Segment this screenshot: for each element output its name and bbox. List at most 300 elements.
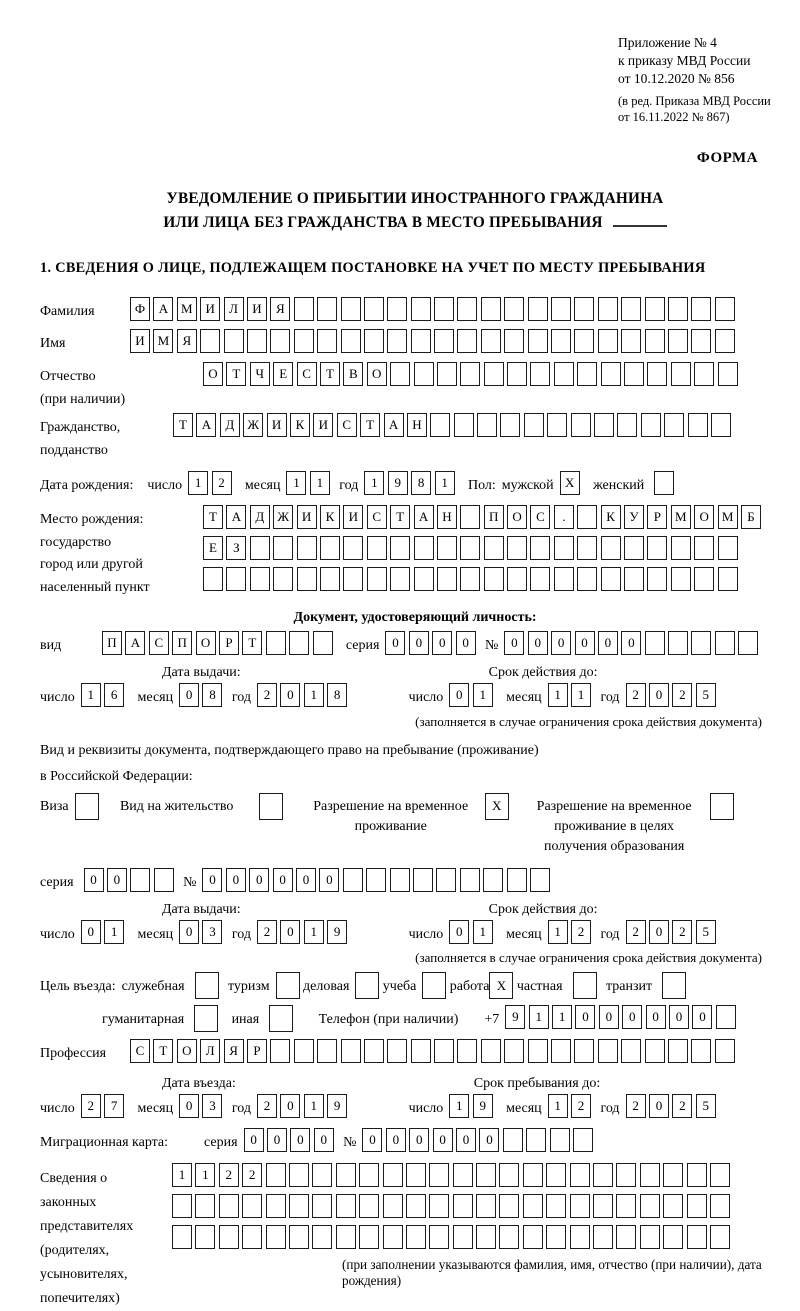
char-box[interactable] <box>336 1225 356 1249</box>
char-box[interactable] <box>624 362 644 386</box>
surname-boxes[interactable] <box>130 297 738 321</box>
char-box[interactable]: 1 <box>188 471 208 495</box>
char-box[interactable]: 2 <box>626 920 646 944</box>
char-box[interactable]: Ф <box>130 297 150 321</box>
char-box[interactable]: Л <box>200 1039 220 1063</box>
char-box[interactable]: 0 <box>249 868 269 892</box>
char-box[interactable] <box>313 631 333 655</box>
char-box[interactable] <box>691 1039 711 1063</box>
char-box[interactable]: А <box>384 413 404 437</box>
stay-until-year-boxes[interactable] <box>626 1094 720 1118</box>
char-box[interactable] <box>266 1194 286 1218</box>
char-box[interactable]: 2 <box>81 1094 101 1118</box>
char-box[interactable]: 0 <box>273 868 293 892</box>
char-box[interactable] <box>711 413 731 437</box>
char-box[interactable] <box>710 1163 730 1187</box>
char-box[interactable]: 0 <box>649 920 669 944</box>
char-box[interactable] <box>577 567 597 591</box>
char-box[interactable] <box>530 362 550 386</box>
stay-until-month-boxes[interactable] <box>548 1094 595 1118</box>
char-box[interactable] <box>434 329 454 353</box>
char-box[interactable]: П <box>484 505 504 529</box>
temp-residence-checkbox[interactable] <box>485 793 512 820</box>
char-box[interactable]: П <box>172 631 192 655</box>
char-box[interactable] <box>172 1194 192 1218</box>
sex-male-checkbox[interactable] <box>560 471 583 495</box>
char-box[interactable] <box>390 362 410 386</box>
char-box[interactable]: Я <box>224 1039 244 1063</box>
char-box[interactable] <box>687 1163 707 1187</box>
char-box[interactable] <box>343 567 363 591</box>
char-box[interactable] <box>195 972 219 999</box>
char-box[interactable]: Ч <box>250 362 270 386</box>
char-box[interactable]: И <box>247 297 267 321</box>
purpose-tourism-checkbox[interactable] <box>276 972 303 999</box>
char-box[interactable] <box>483 868 503 892</box>
char-box[interactable]: Д <box>250 505 270 529</box>
char-box[interactable] <box>476 1225 496 1249</box>
char-box[interactable]: Т <box>320 362 340 386</box>
char-box[interactable]: У <box>624 505 644 529</box>
char-box[interactable]: М <box>671 505 691 529</box>
char-box[interactable] <box>598 1039 618 1063</box>
char-box[interactable] <box>294 329 314 353</box>
char-box[interactable]: 2 <box>242 1163 262 1187</box>
char-box[interactable] <box>574 1039 594 1063</box>
stay-issue-year-boxes[interactable] <box>257 920 351 944</box>
char-box[interactable] <box>647 567 667 591</box>
char-box[interactable] <box>219 1194 239 1218</box>
char-box[interactable]: 1 <box>81 683 101 707</box>
char-box[interactable] <box>367 567 387 591</box>
char-box[interactable] <box>645 1039 665 1063</box>
char-box[interactable] <box>172 1225 192 1249</box>
char-box[interactable]: 0 <box>551 631 571 655</box>
char-box[interactable]: 8 <box>411 471 431 495</box>
char-box[interactable]: Ж <box>273 505 293 529</box>
char-box[interactable] <box>499 1194 519 1218</box>
char-box[interactable] <box>266 631 286 655</box>
char-box[interactable]: Р <box>219 631 239 655</box>
char-box[interactable] <box>436 868 456 892</box>
char-box[interactable]: 0 <box>621 631 641 655</box>
char-box[interactable] <box>406 1163 426 1187</box>
char-box[interactable] <box>406 1194 426 1218</box>
char-box[interactable] <box>601 567 621 591</box>
char-box[interactable] <box>654 471 674 495</box>
char-box[interactable] <box>645 631 665 655</box>
char-box[interactable] <box>507 362 527 386</box>
char-box[interactable]: 2 <box>672 683 692 707</box>
char-box[interactable]: 0 <box>456 631 476 655</box>
stay-series-boxes[interactable] <box>84 868 178 892</box>
char-box[interactable] <box>289 1163 309 1187</box>
char-box[interactable]: И <box>267 413 287 437</box>
char-box[interactable] <box>687 1225 707 1249</box>
char-box[interactable] <box>429 1163 449 1187</box>
char-box[interactable]: 0 <box>280 1094 300 1118</box>
stay-until-day-boxes[interactable] <box>449 1094 496 1118</box>
stay-number-boxes[interactable] <box>202 868 553 892</box>
char-box[interactable]: 9 <box>388 471 408 495</box>
char-box[interactable] <box>694 567 714 591</box>
char-box[interactable] <box>504 329 524 353</box>
char-box[interactable]: 0 <box>179 920 199 944</box>
char-box[interactable]: 0 <box>280 920 300 944</box>
char-box[interactable]: 1 <box>548 683 568 707</box>
char-box[interactable] <box>598 297 618 321</box>
char-box[interactable] <box>242 1194 262 1218</box>
char-box[interactable] <box>715 297 735 321</box>
char-box[interactable]: 1 <box>548 920 568 944</box>
char-box[interactable]: 0 <box>81 920 101 944</box>
char-box[interactable]: 0 <box>84 868 104 892</box>
char-box[interactable]: 9 <box>473 1094 493 1118</box>
temp-residence-education-checkbox[interactable] <box>710 793 737 820</box>
char-box[interactable]: 0 <box>409 1128 429 1152</box>
char-box[interactable]: С <box>530 505 550 529</box>
char-box[interactable] <box>359 1163 379 1187</box>
char-box[interactable] <box>640 1225 660 1249</box>
char-box[interactable]: 0 <box>598 631 618 655</box>
char-box[interactable] <box>715 329 735 353</box>
profession-boxes[interactable] <box>130 1039 738 1063</box>
char-box[interactable]: 0 <box>449 683 469 707</box>
char-box[interactable] <box>476 1163 496 1187</box>
char-box[interactable]: 9 <box>327 1094 347 1118</box>
char-box[interactable] <box>662 972 686 999</box>
char-box[interactable]: 9 <box>505 1005 525 1029</box>
char-box[interactable]: 0 <box>280 683 300 707</box>
char-box[interactable]: 0 <box>622 1005 642 1029</box>
char-box[interactable] <box>645 297 665 321</box>
char-box[interactable] <box>317 1039 337 1063</box>
char-box[interactable] <box>528 329 548 353</box>
char-box[interactable] <box>387 1039 407 1063</box>
char-box[interactable]: 0 <box>319 868 339 892</box>
char-box[interactable]: О <box>694 505 714 529</box>
birth-day-boxes[interactable] <box>188 471 235 495</box>
char-box[interactable]: Д <box>220 413 240 437</box>
char-box[interactable] <box>336 1194 356 1218</box>
char-box[interactable] <box>457 329 477 353</box>
char-box[interactable]: 0 <box>179 1094 199 1118</box>
char-box[interactable]: 2 <box>257 683 277 707</box>
char-box[interactable] <box>414 567 434 591</box>
doc-valid-day-boxes[interactable] <box>449 683 496 707</box>
char-box[interactable] <box>270 1039 290 1063</box>
representatives-row1[interactable] <box>172 1163 790 1187</box>
citizenship-boxes[interactable] <box>173 413 734 437</box>
char-box[interactable]: X <box>489 972 513 999</box>
char-box[interactable]: 0 <box>504 631 524 655</box>
char-box[interactable] <box>75 793 99 820</box>
char-box[interactable] <box>336 1163 356 1187</box>
char-box[interactable]: А <box>153 297 173 321</box>
char-box[interactable]: С <box>149 631 169 655</box>
char-box[interactable] <box>460 567 480 591</box>
char-box[interactable]: 5 <box>696 683 716 707</box>
char-box[interactable] <box>546 1225 566 1249</box>
birth-place-row2[interactable] <box>203 536 764 560</box>
char-box[interactable]: И <box>297 505 317 529</box>
char-box[interactable]: 1 <box>548 1094 568 1118</box>
birth-place-row3[interactable] <box>203 567 764 591</box>
purpose-transit-checkbox[interactable] <box>662 972 689 999</box>
char-box[interactable]: 1 <box>304 1094 324 1118</box>
char-box[interactable]: 0 <box>433 1128 453 1152</box>
doc-issue-day-boxes[interactable] <box>81 683 128 707</box>
char-box[interactable]: 9 <box>327 920 347 944</box>
char-box[interactable] <box>454 413 474 437</box>
char-box[interactable]: О <box>367 362 387 386</box>
char-box[interactable] <box>312 1225 332 1249</box>
char-box[interactable] <box>499 1163 519 1187</box>
char-box[interactable]: Ж <box>243 413 263 437</box>
doc-issue-month-boxes[interactable] <box>179 683 226 707</box>
char-box[interactable]: 0 <box>669 1005 689 1029</box>
char-box[interactable] <box>530 567 550 591</box>
char-box[interactable] <box>437 567 457 591</box>
char-box[interactable]: . <box>554 505 574 529</box>
char-box[interactable]: К <box>290 413 310 437</box>
char-box[interactable] <box>577 362 597 386</box>
char-box[interactable] <box>366 868 386 892</box>
char-box[interactable] <box>429 1194 449 1218</box>
char-box[interactable]: 0 <box>202 868 222 892</box>
purpose-private-checkbox[interactable] <box>573 972 600 999</box>
char-box[interactable] <box>266 1225 286 1249</box>
birth-place-row1[interactable] <box>203 505 764 529</box>
char-box[interactable] <box>224 329 244 353</box>
char-box[interactable] <box>289 631 309 655</box>
char-box[interactable]: А <box>226 505 246 529</box>
char-box[interactable] <box>364 1039 384 1063</box>
char-box[interactable] <box>710 1225 730 1249</box>
char-box[interactable] <box>289 1194 309 1218</box>
visa-checkbox[interactable] <box>75 793 102 820</box>
char-box[interactable] <box>694 362 714 386</box>
birth-year-boxes[interactable] <box>364 471 458 495</box>
char-box[interactable]: В <box>343 362 363 386</box>
char-box[interactable] <box>523 1163 543 1187</box>
char-box[interactable] <box>601 536 621 560</box>
char-box[interactable] <box>250 567 270 591</box>
char-box[interactable] <box>593 1163 613 1187</box>
char-box[interactable]: 0 <box>456 1128 476 1152</box>
char-box[interactable] <box>715 631 735 655</box>
char-box[interactable] <box>671 362 691 386</box>
name-boxes[interactable] <box>130 329 738 353</box>
char-box[interactable]: 8 <box>202 683 222 707</box>
char-box[interactable]: Т <box>390 505 410 529</box>
stay-valid-month-boxes[interactable] <box>548 920 595 944</box>
char-box[interactable] <box>460 362 480 386</box>
char-box[interactable] <box>154 868 174 892</box>
char-box[interactable]: 0 <box>479 1128 499 1152</box>
char-box[interactable] <box>546 1163 566 1187</box>
char-box[interactable] <box>691 297 711 321</box>
char-box[interactable] <box>598 329 618 353</box>
char-box[interactable]: 0 <box>575 631 595 655</box>
char-box[interactable] <box>617 413 637 437</box>
char-box[interactable]: 0 <box>575 1005 595 1029</box>
char-box[interactable] <box>528 297 548 321</box>
char-box[interactable] <box>364 297 384 321</box>
char-box[interactable] <box>570 1225 590 1249</box>
char-box[interactable] <box>593 1225 613 1249</box>
char-box[interactable] <box>624 536 644 560</box>
char-box[interactable] <box>524 413 544 437</box>
char-box[interactable] <box>716 1005 736 1029</box>
char-box[interactable]: Я <box>177 329 197 353</box>
char-box[interactable] <box>477 413 497 437</box>
char-box[interactable]: И <box>313 413 333 437</box>
char-box[interactable]: А <box>196 413 216 437</box>
char-box[interactable] <box>573 1128 593 1152</box>
char-box[interactable]: X <box>560 471 580 495</box>
char-box[interactable]: 0 <box>528 631 548 655</box>
char-box[interactable] <box>616 1163 636 1187</box>
char-box[interactable] <box>577 505 597 529</box>
char-box[interactable] <box>668 1039 688 1063</box>
stay-valid-year-boxes[interactable] <box>626 920 720 944</box>
char-box[interactable]: Е <box>273 362 293 386</box>
phone-digit-boxes[interactable] <box>505 1005 739 1029</box>
char-box[interactable] <box>219 1225 239 1249</box>
char-box[interactable] <box>341 297 361 321</box>
char-box[interactable] <box>457 297 477 321</box>
char-box[interactable]: 2 <box>626 1094 646 1118</box>
char-box[interactable]: 0 <box>649 683 669 707</box>
char-box[interactable] <box>671 536 691 560</box>
entry-year-boxes[interactable] <box>257 1094 351 1118</box>
char-box[interactable] <box>437 362 457 386</box>
entry-month-boxes[interactable] <box>179 1094 226 1118</box>
char-box[interactable] <box>383 1194 403 1218</box>
char-box[interactable] <box>621 1039 641 1063</box>
char-box[interactable]: И <box>130 329 150 353</box>
char-box[interactable] <box>203 567 223 591</box>
purpose-study-checkbox[interactable] <box>422 972 449 999</box>
char-box[interactable] <box>317 329 337 353</box>
char-box[interactable] <box>507 567 527 591</box>
purpose-work-checkbox[interactable] <box>489 972 516 999</box>
char-box[interactable]: 2 <box>212 471 232 495</box>
char-box[interactable] <box>390 868 410 892</box>
char-box[interactable] <box>574 297 594 321</box>
char-box[interactable] <box>484 536 504 560</box>
char-box[interactable] <box>355 972 379 999</box>
char-box[interactable] <box>437 536 457 560</box>
char-box[interactable] <box>691 631 711 655</box>
char-box[interactable]: М <box>153 329 173 353</box>
char-box[interactable]: 0 <box>290 1128 310 1152</box>
char-box[interactable]: Т <box>226 362 246 386</box>
char-box[interactable] <box>434 1039 454 1063</box>
char-box[interactable]: 0 <box>386 1128 406 1152</box>
char-box[interactable]: 1 <box>473 683 493 707</box>
char-box[interactable] <box>359 1194 379 1218</box>
char-box[interactable]: 5 <box>696 920 716 944</box>
char-box[interactable]: М <box>718 505 738 529</box>
char-box[interactable]: 2 <box>257 920 277 944</box>
char-box[interactable] <box>484 567 504 591</box>
char-box[interactable] <box>664 413 684 437</box>
char-box[interactable]: 1 <box>304 683 324 707</box>
char-box[interactable] <box>341 329 361 353</box>
char-box[interactable]: 1 <box>195 1163 215 1187</box>
char-box[interactable] <box>710 793 734 820</box>
char-box[interactable]: 6 <box>104 683 124 707</box>
char-box[interactable]: С <box>367 505 387 529</box>
char-box[interactable] <box>460 536 480 560</box>
char-box[interactable] <box>200 329 220 353</box>
char-box[interactable] <box>453 1163 473 1187</box>
char-box[interactable]: Л <box>224 297 244 321</box>
char-box[interactable] <box>500 413 520 437</box>
char-box[interactable]: 0 <box>296 868 316 892</box>
char-box[interactable]: С <box>337 413 357 437</box>
char-box[interactable] <box>276 972 300 999</box>
char-box[interactable] <box>691 329 711 353</box>
char-box[interactable] <box>624 567 644 591</box>
doc-valid-month-boxes[interactable] <box>548 683 595 707</box>
char-box[interactable]: 1 <box>473 920 493 944</box>
char-box[interactable]: Т <box>242 631 262 655</box>
char-box[interactable] <box>484 362 504 386</box>
char-box[interactable] <box>601 362 621 386</box>
char-box[interactable] <box>718 567 738 591</box>
char-box[interactable]: 1 <box>310 471 330 495</box>
char-box[interactable] <box>663 1225 683 1249</box>
char-box[interactable] <box>668 329 688 353</box>
stay-issue-month-boxes[interactable] <box>179 920 226 944</box>
char-box[interactable] <box>554 536 574 560</box>
char-box[interactable] <box>247 329 267 353</box>
representatives-row3[interactable] <box>172 1225 790 1249</box>
char-box[interactable] <box>551 1039 571 1063</box>
char-box[interactable] <box>668 297 688 321</box>
char-box[interactable] <box>343 536 363 560</box>
char-box[interactable] <box>460 505 480 529</box>
char-box[interactable] <box>663 1194 683 1218</box>
char-box[interactable]: 0 <box>314 1128 334 1152</box>
char-box[interactable]: З <box>226 536 246 560</box>
char-box[interactable]: О <box>177 1039 197 1063</box>
char-box[interactable] <box>647 362 667 386</box>
char-box[interactable]: 0 <box>646 1005 666 1029</box>
char-box[interactable]: 3 <box>202 920 222 944</box>
char-box[interactable]: Р <box>647 505 667 529</box>
char-box[interactable] <box>647 536 667 560</box>
char-box[interactable]: М <box>177 297 197 321</box>
char-box[interactable] <box>640 1163 660 1187</box>
char-box[interactable]: X <box>485 793 509 820</box>
char-box[interactable] <box>574 329 594 353</box>
char-box[interactable] <box>551 297 571 321</box>
migration-number-boxes[interactable] <box>362 1128 596 1152</box>
entry-day-boxes[interactable] <box>81 1094 128 1118</box>
char-box[interactable]: А <box>414 505 434 529</box>
char-box[interactable]: 2 <box>571 1094 591 1118</box>
char-box[interactable] <box>547 413 567 437</box>
purpose-business-checkbox[interactable] <box>355 972 382 999</box>
char-box[interactable] <box>387 297 407 321</box>
char-box[interactable] <box>195 1194 215 1218</box>
char-box[interactable] <box>250 536 270 560</box>
char-box[interactable] <box>457 1039 477 1063</box>
